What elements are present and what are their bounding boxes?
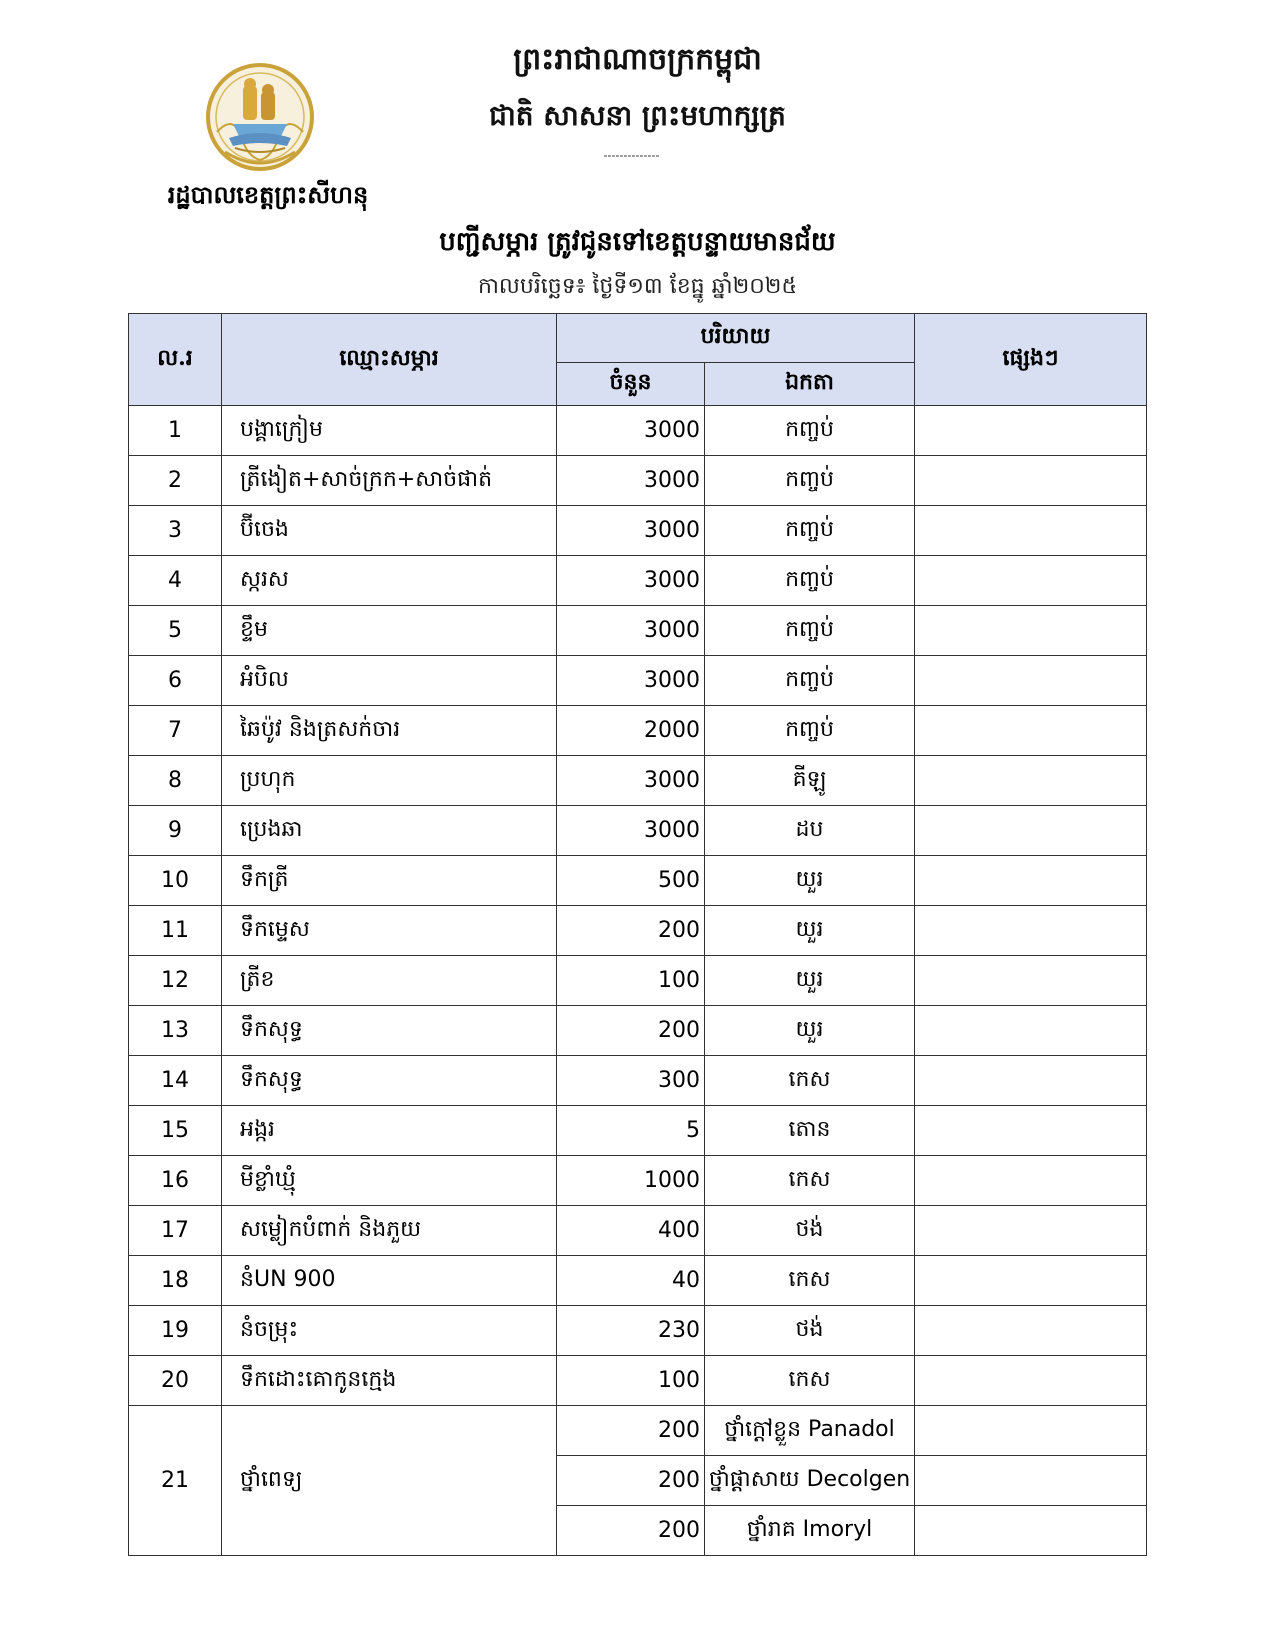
header-no: ល.រ: [129, 314, 222, 406]
table-row: 12 ត្រីខ 100 យួរ: [129, 956, 1147, 1006]
table-row: 7 ឆៃប៉ូវ និងត្រសក់ចារ 2000 កញ្ចប់: [129, 706, 1147, 756]
table-row: 11 ទឹកម្ទេស 200 យួរ: [129, 906, 1147, 956]
other-cell: [915, 1006, 1147, 1056]
other-cell: [915, 1356, 1147, 1406]
table-row: 18 នំUN 900 40 កេស: [129, 1256, 1147, 1306]
other-cell: [915, 406, 1147, 456]
table-row: 5 ខ្ទឹម 3000 កញ្ចប់: [129, 606, 1147, 656]
table-row: 10 ទឹកត្រី 500 យួរ: [129, 856, 1147, 906]
provincial-emblem-icon: [205, 62, 315, 178]
header-name: ឈ្មោះសម្ភារ: [222, 314, 557, 406]
other-cell: [915, 606, 1147, 656]
other-cell: [915, 956, 1147, 1006]
other-cell: [915, 456, 1147, 506]
other-cell: [915, 1406, 1147, 1456]
other-cell: [915, 1456, 1147, 1506]
other-cell: [915, 856, 1147, 906]
table-row: 1 បង្គាក្រៀម 3000 កញ្ចប់: [129, 406, 1147, 456]
document-title: បញ្ជីសម្ភារ ត្រូវជូនទៅខេត្តបន្ទាយមានជ័យ: [439, 227, 836, 257]
table-row: 2 ត្រីងៀត+សាច់ក្រក+សាច់ផាត់ 3000 កញ្ចប់: [129, 456, 1147, 506]
table-row: 8 ប្រហុក 3000 គីឡូ: [129, 756, 1147, 806]
other-cell: [915, 556, 1147, 606]
national-motto: ជាតិ សាសនា ព្រះមហាក្សត្រ: [489, 99, 786, 132]
table-row: 3 ប៊ីចេង 3000 កញ្ចប់: [129, 506, 1147, 556]
header-quantity: ចំនួន: [557, 363, 705, 406]
other-cell: [915, 656, 1147, 706]
table-row: 200 ថ្នាំរាគ Imoryl: [129, 1506, 1147, 1556]
header-other: ផ្សេងៗ: [915, 314, 1147, 406]
table-row: 16 មីខ្លាំឃ្មុំ 1000 កេស: [129, 1156, 1147, 1206]
divider-ornament: [604, 154, 660, 158]
table-row: 13 ទឹកសុទ្ធ 200 យួរ: [129, 1006, 1147, 1056]
table-row: 21 ថ្នាំពេទ្យ 200 ថ្នាំក្តៅខ្លួន Panadol: [129, 1406, 1147, 1456]
other-cell: [915, 706, 1147, 756]
table-row: 19 នំចម្រុះ 230 ថង់: [129, 1306, 1147, 1356]
table-row: 15 អង្ករ 5 តោន: [129, 1106, 1147, 1156]
document-date: កាលបរិច្ឆេទ៖ ថ្ងៃទី១៣ ខែធ្នូ ឆ្នាំ២០២៥: [477, 274, 798, 299]
provincial-authority: រដ្ឋបាលខេត្តព្រះសីហនុ: [167, 180, 369, 209]
table-row: 6 អំបិល 3000 កញ្ចប់: [129, 656, 1147, 706]
other-cell: [915, 1206, 1147, 1256]
materials-table: [128, 313, 1147, 1556]
other-cell: [915, 806, 1147, 856]
other-cell: [915, 756, 1147, 806]
header-unit: ឯកតា: [705, 363, 915, 406]
other-cell: [915, 1156, 1147, 1206]
table-row: 20 ទឹកដោះគោកូនក្មេង 100 កេស: [129, 1356, 1147, 1406]
other-cell: [915, 1506, 1147, 1556]
other-cell: [915, 906, 1147, 956]
kingdom-title: ព្រះរាជាណាចក្រកម្ពុជា: [513, 42, 762, 77]
other-cell: [915, 506, 1147, 556]
other-cell: [915, 1106, 1147, 1156]
table-row: 9 ប្រេងឆា 3000 ដប: [129, 806, 1147, 856]
table-row: 4 ស្ករស 3000 កញ្ចប់: [129, 556, 1147, 606]
table-row: 14 ទឹកសុទ្ធ 300 កេស: [129, 1056, 1147, 1106]
other-cell: [915, 1256, 1147, 1306]
header-description: បរិយាយ: [557, 314, 915, 363]
table-row: 200 ថ្នាំផ្តាសាយ Decolgen: [129, 1456, 1147, 1506]
other-cell: [915, 1306, 1147, 1356]
table-row: 17 សម្លៀកបំពាក់ និងភួយ 400 ថង់: [129, 1206, 1147, 1256]
other-cell: [915, 1056, 1147, 1106]
